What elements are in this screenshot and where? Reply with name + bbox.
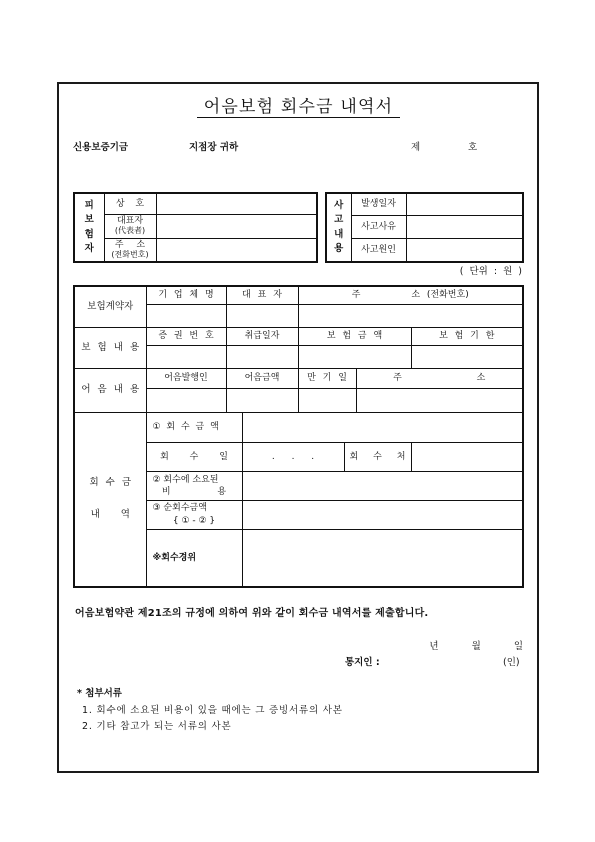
accident-group-char: 용 bbox=[334, 243, 344, 254]
recovery-amount-field bbox=[242, 412, 523, 442]
handling-date-header: 취급일자 bbox=[226, 327, 298, 345]
bill-address-header: 주 소 bbox=[356, 368, 523, 388]
accident-date-label: 발생일자 bbox=[351, 193, 406, 215]
recovery-cost-label-line1: ② 회수에 소요된 bbox=[152, 474, 219, 485]
addressee-org: 신용보증기금 bbox=[73, 142, 129, 153]
policyholder-label: 보험계약자 bbox=[74, 286, 146, 327]
trade-name-field bbox=[156, 193, 317, 214]
recovery-place-field bbox=[411, 442, 523, 471]
maturity-date-field bbox=[298, 388, 356, 412]
accident-date-field bbox=[406, 193, 523, 215]
policyholder-representative-field bbox=[226, 304, 298, 327]
address-field bbox=[156, 238, 317, 262]
form-title-block bbox=[197, 97, 400, 118]
bill-address-field bbox=[356, 388, 523, 412]
recovery-amount-label: ① 회 수 금 액 bbox=[146, 412, 242, 442]
policyholder-address-header-text: 주 소 bbox=[351, 290, 421, 301]
recovery-label bbox=[74, 412, 146, 587]
insured-group-char: 험 bbox=[84, 228, 94, 240]
accident-group-char: 사 bbox=[334, 199, 344, 211]
doc-number-prefix: 제 bbox=[411, 142, 421, 153]
insured-group-label bbox=[74, 193, 104, 262]
policyholder-representative-header: 대 표 자 bbox=[226, 286, 298, 304]
attachment-item: 1. 회수에 소요된 비용이 있을 때에는 그 증빙서류의 사본 bbox=[82, 705, 343, 716]
recovery-history-field bbox=[242, 529, 523, 587]
seal-placeholder: (인) bbox=[503, 657, 520, 668]
addressee: 지점장 귀하 bbox=[189, 142, 239, 153]
bill-amount-header: 어음금액 bbox=[226, 368, 298, 388]
representative-field bbox=[156, 214, 317, 238]
attachment-item: 2. 기타 참고가 되는 서류의 사본 bbox=[82, 721, 232, 732]
recovery-cost-field bbox=[242, 471, 523, 500]
trade-name-label: 상 호 bbox=[104, 193, 156, 214]
representative-label bbox=[104, 214, 156, 238]
recovery-history-label: ※회수경위 bbox=[146, 529, 242, 587]
form-title: 어음보험 회수금 내역서 bbox=[203, 97, 394, 117]
doc-number-suffix: 호 bbox=[468, 142, 478, 153]
insurance-label: 보 험 내 용 bbox=[74, 327, 146, 368]
unit-note: ( 단위 : 원 ) bbox=[459, 266, 522, 277]
attachments-heading: * 첨부서류 bbox=[77, 688, 122, 699]
net-recovery-label-line1: ③ 순회수금액 bbox=[152, 503, 207, 513]
accident-cause-field bbox=[406, 238, 523, 262]
insurance-term-header: 보 험 기 한 bbox=[411, 327, 523, 345]
insured-table bbox=[73, 192, 318, 263]
policyholder-address-header bbox=[298, 286, 523, 304]
policyholder-address-header-sub: (전화번호) bbox=[426, 290, 469, 301]
recovery-date-label: 회 수 일 bbox=[146, 442, 242, 471]
handling-date-field bbox=[226, 345, 298, 368]
recovery-date-field: . . . bbox=[242, 442, 344, 471]
accident-group-char: 고 bbox=[334, 214, 344, 225]
address-label-text: 주 소 bbox=[114, 239, 146, 250]
bill-issuer-header: 어음발행인 bbox=[146, 368, 226, 388]
insurance-term-field bbox=[411, 345, 523, 368]
notifier-label: 통지인 : bbox=[345, 657, 380, 668]
detail-table bbox=[73, 285, 524, 588]
maturity-date-header: 만 기 일 bbox=[298, 368, 356, 388]
address-label-sub: (전화번호) bbox=[111, 249, 149, 259]
net-recovery-field bbox=[242, 500, 523, 529]
declaration-statement: 어음보험약관 제21조의 규정에 의하여 위와 같이 회수금 내역서를 제출합니다. bbox=[75, 608, 429, 619]
representative-label-sub: (代表者) bbox=[114, 226, 146, 235]
declaration-date-line: 년 월 일 bbox=[429, 641, 523, 652]
policyholder-address-field bbox=[298, 304, 523, 327]
recovery-cost-label-line2: 비 용 bbox=[161, 486, 227, 497]
insured-group-char: 피 bbox=[84, 199, 94, 211]
policy-number-header: 증 권 번 호 bbox=[146, 327, 226, 345]
address-label bbox=[104, 238, 156, 262]
recovery-cost-label bbox=[146, 471, 242, 500]
policy-number-field bbox=[146, 345, 226, 368]
recovery-place-label: 회 수 처 bbox=[344, 442, 411, 471]
accident-table bbox=[325, 192, 524, 263]
accident-cause-label: 사고원인 bbox=[351, 238, 406, 262]
bill-label: 어 음 내 용 bbox=[74, 368, 146, 412]
representative-label-text: 대표자 bbox=[116, 216, 144, 226]
net-recovery-label-line2: { ① - ② } bbox=[172, 516, 216, 526]
recovery-label-line2: 내 역 bbox=[90, 509, 130, 521]
recovery-label-line1: 회 수 금 bbox=[89, 477, 132, 489]
insured-amount-header: 보 험 금 액 bbox=[298, 327, 411, 345]
bill-issuer-field bbox=[146, 388, 226, 412]
company-name-header: 기 업 체 명 bbox=[146, 286, 226, 304]
insured-amount-field bbox=[298, 345, 411, 368]
net-recovery-label bbox=[146, 500, 242, 529]
bill-amount-field bbox=[226, 388, 298, 412]
accident-reason-field bbox=[406, 215, 523, 238]
accident-group-char: 내 bbox=[334, 228, 344, 240]
accident-group-label bbox=[326, 193, 351, 262]
accident-reason-label: 사고사유 bbox=[351, 215, 406, 238]
insured-group-char: 자 bbox=[84, 243, 94, 254]
company-name-field bbox=[146, 304, 226, 327]
insured-group-char: 보 bbox=[84, 214, 94, 225]
